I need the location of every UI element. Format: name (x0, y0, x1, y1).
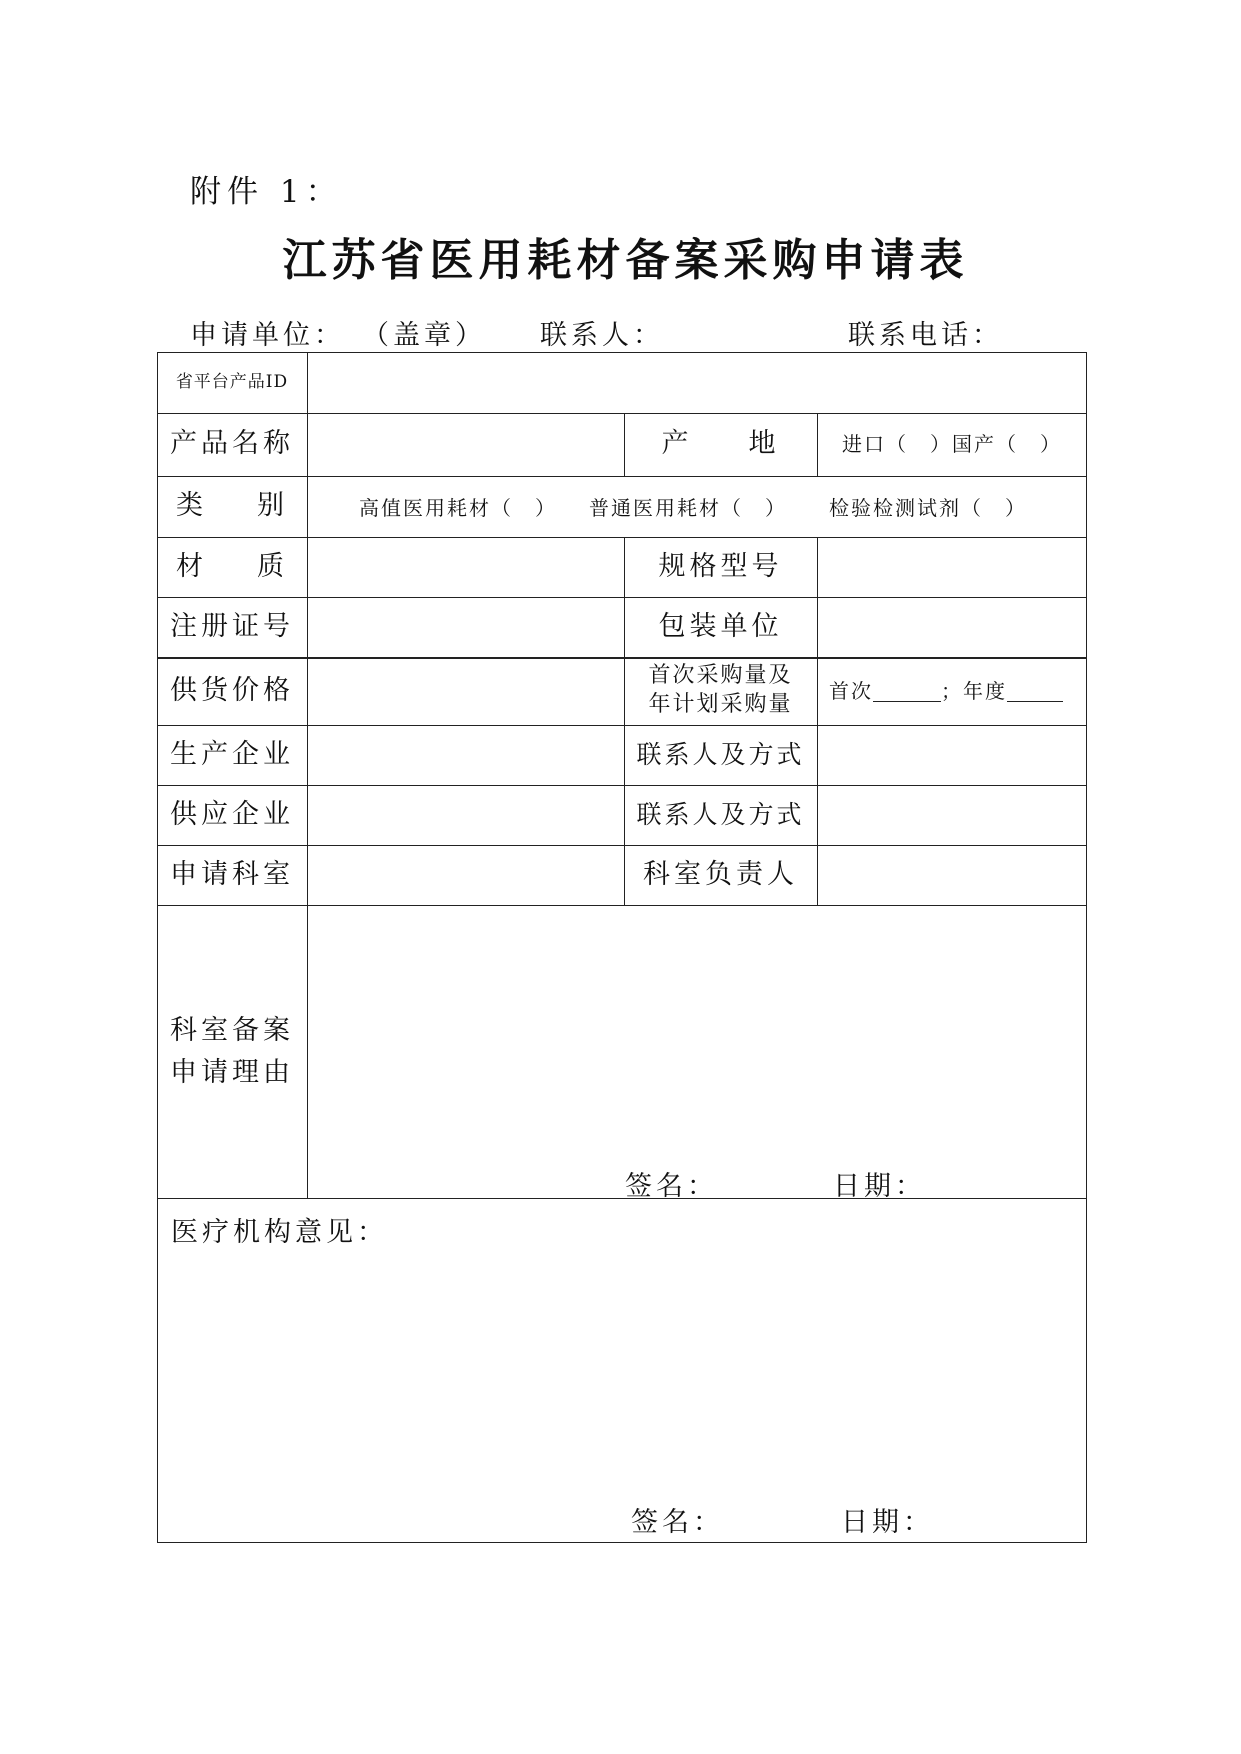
category-option-ordinary[interactable]: 普通医用耗材（ ） (589, 496, 787, 520)
category-option-high-value[interactable]: 高值医用耗材（ ） (359, 496, 557, 520)
origin-options[interactable]: 进口（ ）国产（ ） (842, 432, 1062, 456)
purchase-quantity-label-line-2: 年计划采购量 (648, 692, 793, 717)
applicant-unit-label: 申请单位： (190, 320, 345, 351)
purchase-quantity-field[interactable] (817, 657, 1087, 725)
platform-product-id-label: 省平台产品ID (175, 372, 289, 393)
spec-model-label: 规格型号 (658, 550, 783, 582)
reason-signature-label: 签名： (625, 1171, 718, 1202)
filing-reason-label-line-1: 科室备案 (170, 1014, 294, 1046)
filing-reason-label-line-2: 申请理由 (170, 1056, 294, 1088)
product-name-field[interactable] (307, 413, 624, 476)
filing-reason-field[interactable] (307, 905, 1087, 1135)
page-title: 江苏省医用耗材备案采购申请表 (282, 235, 969, 286)
origin-label (624, 413, 817, 476)
opinion-date-label: 日期： (841, 1507, 934, 1538)
spec-model-field[interactable] (817, 537, 1087, 597)
supply-price-label: 供货价格 (170, 674, 294, 706)
supplier-contact-field[interactable] (817, 785, 1087, 845)
application-form-table (157, 352, 1087, 1543)
manufacturer-contact-label: 联系人及方式 (636, 740, 805, 770)
reason-date-label: 日期： (833, 1171, 926, 1202)
material-label-char-1: 材 (176, 550, 207, 582)
seal-label: （盖章） (362, 320, 486, 351)
purchase-quantity-label (624, 657, 817, 725)
product-name-label: 产品名称 (170, 428, 294, 460)
category-label-char-1: 类 (176, 490, 207, 522)
supplier-label: 供应企业 (170, 798, 294, 830)
category-label (157, 476, 307, 537)
applying-department-label: 申请科室 (170, 858, 294, 890)
registration-number-label: 注册证号 (170, 610, 294, 642)
filing-reason-label (157, 905, 307, 1198)
contact-person-label: 联系人： (540, 320, 664, 351)
attachment-label: 附件 1： (190, 174, 343, 210)
material-label-char-2: 质 (257, 550, 288, 582)
applying-department-field[interactable] (307, 845, 624, 905)
manufacturer-label: 生产企业 (170, 738, 294, 770)
department-head-label: 科室负责人 (643, 858, 798, 890)
first-purchase-blank[interactable] (873, 681, 941, 702)
origin-label-char-1: 产 (661, 428, 693, 460)
category-option-reagent[interactable]: 检验检测试剂（ ） (829, 496, 1027, 520)
annual-plan-label: ；年度 (941, 678, 1007, 703)
annual-plan-blank[interactable] (1007, 681, 1063, 702)
contact-phone-label: 联系电话： (848, 320, 1003, 351)
manufacturer-contact-field[interactable] (817, 725, 1087, 785)
manufacturer-field[interactable] (307, 725, 624, 785)
institution-opinion-label: 医疗机构意见： (171, 1217, 388, 1248)
department-head-field[interactable] (817, 845, 1087, 905)
package-unit-field[interactable] (817, 597, 1087, 657)
supplier-field[interactable] (307, 785, 624, 845)
package-unit-label: 包装单位 (658, 610, 783, 642)
material-field[interactable] (307, 537, 624, 597)
first-purchase-label: 首次 (829, 678, 873, 703)
platform-product-id-field[interactable] (307, 352, 1087, 413)
origin-label-char-2: 地 (748, 428, 780, 460)
material-label (157, 537, 307, 597)
supplier-contact-label: 联系人及方式 (636, 800, 805, 830)
institution-opinion-field[interactable] (157, 1252, 1087, 1492)
registration-number-field[interactable] (307, 597, 624, 657)
supply-price-field[interactable] (307, 657, 624, 725)
purchase-quantity-label-line-1: 首次采购量及 (648, 663, 793, 689)
category-label-char-2: 别 (257, 490, 288, 522)
opinion-signature-label: 签名： (631, 1507, 724, 1538)
